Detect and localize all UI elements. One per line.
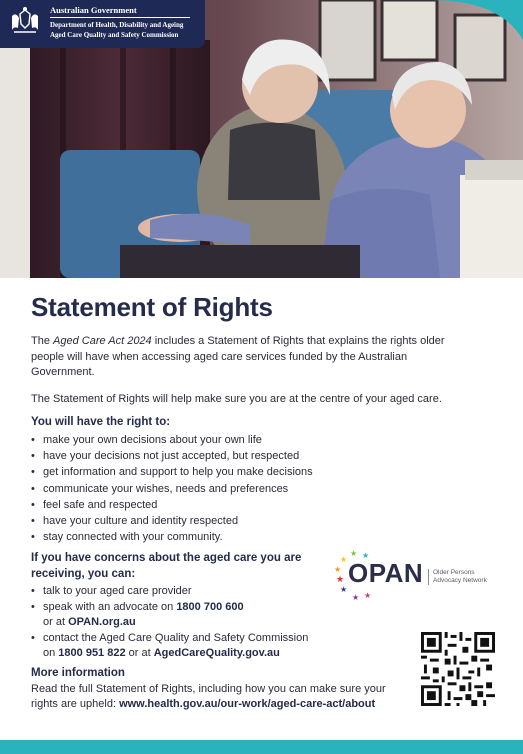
svg-text:★: ★: [352, 593, 360, 602]
gov-divider: [50, 17, 190, 18]
opan-tagline: [428, 569, 487, 585]
opan-website-link[interactable]: OPAN.org.au: [68, 616, 136, 629]
advocate-web-line: [43, 615, 501, 631]
rights-list-item: • have your decisions not just accepted, but respected: [31, 448, 501, 464]
opan-logo: [332, 546, 507, 606]
intro-pre: The: [31, 335, 54, 347]
rights-list: [31, 432, 501, 545]
rights-list-item: • stay connected with your community.: [31, 529, 501, 545]
rights-list-item: • have your culture and identity respected: [31, 513, 501, 529]
svg-text:★: ★: [362, 551, 370, 560]
intro-paragraph: [31, 334, 461, 381]
opan-tagline-line2: Advocacy Network: [433, 577, 487, 584]
commission-on: on: [43, 647, 59, 660]
intro-act-name: Aged Care Act 2024: [53, 335, 152, 347]
page-title: Statement of Rights: [31, 292, 273, 322]
svg-text:★: ★: [336, 574, 345, 584]
gov-line-australian-government: Australian Government: [50, 5, 137, 15]
concerns-item-provider: • talk to your aged care provider: [31, 584, 501, 600]
coat-of-arms-icon: [8, 6, 42, 36]
gov-line-commission: Aged Care Quality and Safety Commission: [50, 31, 179, 39]
more-info-body: Read the full Statement of Rights, including how you can make sure your rights are upheld:: [31, 682, 386, 711]
commission-phone-link[interactable]: 1800 951 822: [58, 647, 126, 660]
svg-text:★: ★: [350, 549, 358, 558]
rights-list-item: • feel safe and respected: [31, 497, 501, 513]
opan-wordmark: OPAN: [348, 558, 424, 588]
commission-text: contact the Aged Care Quality and Safety Commission: [43, 631, 309, 644]
more-info-text: [31, 682, 411, 713]
svg-text:★: ★: [340, 585, 348, 594]
bottom-accent-bar: [0, 740, 523, 754]
opan-tagline-line1: Older Persons: [433, 569, 475, 576]
more-info-heading: More information: [31, 666, 125, 679]
advocate-text: speak with an advocate on: [43, 600, 177, 613]
svg-text:★: ★: [364, 591, 372, 600]
advocate-or-at: or at: [43, 616, 69, 629]
qr-code-icon[interactable]: [421, 632, 495, 706]
health-website-link[interactable]: www.health.gov.au/our-work/aged-care-act/about: [119, 698, 376, 711]
intro-post: includes a Statement of Rights that explains the rights older people will have when accessing aged care services funded by the Australian Government.: [31, 335, 445, 378]
commission-or-at: or at: [125, 647, 154, 660]
rights-list-item: • communicate your wishes, needs and preferences: [31, 481, 501, 497]
rights-heading: You will have the right to:: [31, 416, 171, 428]
gov-line-department: Department of Health, Disability and Ageing: [50, 21, 184, 29]
intro-paragraph-2: The Statement of Rights will help make sure you are at the centre of your aged care.: [31, 392, 442, 405]
svg-text:★: ★: [340, 555, 348, 564]
commission-website-link[interactable]: AgedCareQuality.gov.au: [153, 647, 280, 660]
government-banner: [0, 0, 205, 48]
opan-phone-link[interactable]: 1800 700 600: [176, 600, 244, 613]
concerns-heading: If you have concerns about the aged care you are receiving, you can:: [31, 552, 302, 580]
rights-list-item: • get information and support to help you make decisions: [31, 464, 501, 480]
svg-text:★: ★: [334, 565, 342, 574]
rights-list-item: • make your own decisions about your own life: [31, 432, 501, 448]
